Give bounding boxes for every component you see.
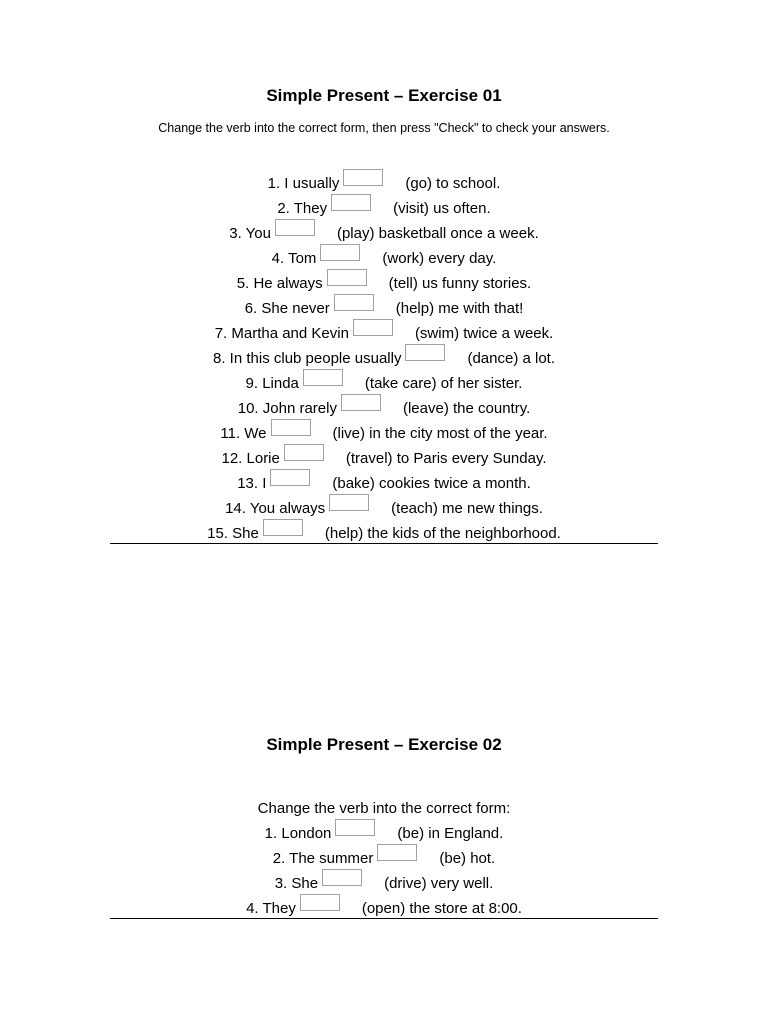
exercise-item	[0, 517, 768, 542]
answer-input[interactable]	[327, 269, 367, 286]
exercise-item	[0, 417, 768, 442]
answer-input[interactable]	[405, 344, 445, 361]
answer-input[interactable]	[341, 394, 381, 411]
item-verb-hint: (help) me with that!	[395, 300, 524, 317]
item-prompt: 8. In this club people usually	[213, 350, 402, 367]
answer-input[interactable]	[270, 469, 310, 486]
answer-input[interactable]	[353, 319, 393, 336]
item-verb-hint: (be) hot.	[439, 850, 496, 867]
exercise-item	[0, 342, 768, 367]
item-verb-hint: (dance) a lot.	[467, 350, 555, 367]
item-prompt: 5. He always	[236, 275, 323, 292]
exercise-item	[0, 167, 768, 192]
exercise-item	[0, 367, 768, 392]
item-verb-hint: (go) to school.	[405, 175, 501, 192]
item-prompt: 1. I usually	[267, 175, 340, 192]
item-prompt: 11. We	[220, 425, 267, 442]
exercise-item	[0, 817, 768, 842]
exercise-item	[0, 267, 768, 292]
exercise-item	[0, 492, 768, 517]
exercise-item	[0, 292, 768, 317]
answer-input[interactable]	[284, 444, 324, 461]
exercise-item	[0, 392, 768, 417]
answer-input[interactable]	[320, 244, 360, 261]
item-verb-hint: (teach) me new things.	[391, 500, 543, 517]
answer-input[interactable]	[335, 819, 375, 836]
exercise-item	[0, 467, 768, 492]
item-verb-hint: (live) in the city most of the year.	[332, 425, 548, 442]
answer-input[interactable]	[322, 869, 362, 886]
item-verb-hint: (swim) twice a week.	[414, 325, 554, 342]
item-verb-hint: (leave) the country.	[402, 400, 531, 417]
exercise-2-title: Simple Present – Exercise 02	[266, 735, 502, 754]
divider	[110, 543, 658, 544]
item-verb-hint: (be) in England.	[397, 825, 504, 842]
item-prompt: 2. They	[277, 200, 328, 217]
answer-input[interactable]	[271, 419, 311, 436]
item-prompt: 14. You always	[225, 500, 326, 517]
answer-input[interactable]	[275, 219, 315, 236]
item-prompt: 6. She never	[244, 300, 330, 317]
exercise-item	[0, 867, 768, 892]
item-prompt: 4. Tom	[271, 250, 317, 267]
item-prompt: 13. I	[237, 475, 267, 492]
exercise-item	[0, 192, 768, 217]
divider	[110, 918, 658, 919]
item-verb-hint: (drive) very well.	[384, 875, 494, 892]
item-verb-hint: (help) the kids of the neighborhood.	[324, 525, 561, 542]
exercise-item	[0, 317, 768, 342]
answer-input[interactable]	[331, 194, 371, 211]
answer-input[interactable]	[334, 294, 374, 311]
item-prompt: 3. She	[274, 875, 319, 892]
answer-input[interactable]	[329, 494, 369, 511]
exercise-item	[0, 242, 768, 267]
answer-input[interactable]	[300, 894, 340, 911]
item-prompt: 12. Lorie	[221, 450, 280, 467]
answer-input[interactable]	[263, 519, 303, 536]
item-prompt: 2. The summer	[272, 850, 374, 867]
item-verb-hint: (visit) us often.	[393, 200, 491, 217]
item-verb-hint: (bake) cookies twice a month.	[332, 475, 531, 492]
item-verb-hint: (work) every day.	[382, 250, 497, 267]
item-prompt: 7. Martha and Kevin	[214, 325, 349, 342]
exercise-1-instruction: Change the verb into the correct form, then press "Check" to check your answers.	[158, 121, 610, 135]
exercise-1-title: Simple Present – Exercise 01	[266, 86, 502, 105]
item-prompt: 9. Linda	[245, 375, 299, 392]
item-verb-hint: (travel) to Paris every Sunday.	[345, 450, 547, 467]
item-verb-hint: (play) basketball once a week.	[336, 225, 539, 242]
answer-input[interactable]	[303, 369, 343, 386]
item-verb-hint: (take care) of her sister.	[364, 375, 523, 392]
answer-input[interactable]	[343, 169, 383, 186]
item-verb-hint: (tell) us funny stories.	[388, 275, 532, 292]
exercise-item	[0, 442, 768, 467]
item-prompt: 3. You	[229, 225, 271, 242]
item-prompt: 4. They	[246, 900, 296, 917]
exercise-2-instruction: Change the verb into the correct form:	[257, 800, 511, 817]
exercise-item	[0, 842, 768, 867]
item-prompt: 15. She	[207, 525, 259, 542]
answer-input[interactable]	[377, 844, 417, 861]
item-prompt: 10. John rarely	[237, 400, 337, 417]
exercise-item	[0, 217, 768, 242]
item-verb-hint: (open) the store at 8:00.	[361, 900, 522, 917]
item-prompt: 1. London	[264, 825, 332, 842]
exercise-item	[0, 892, 768, 917]
